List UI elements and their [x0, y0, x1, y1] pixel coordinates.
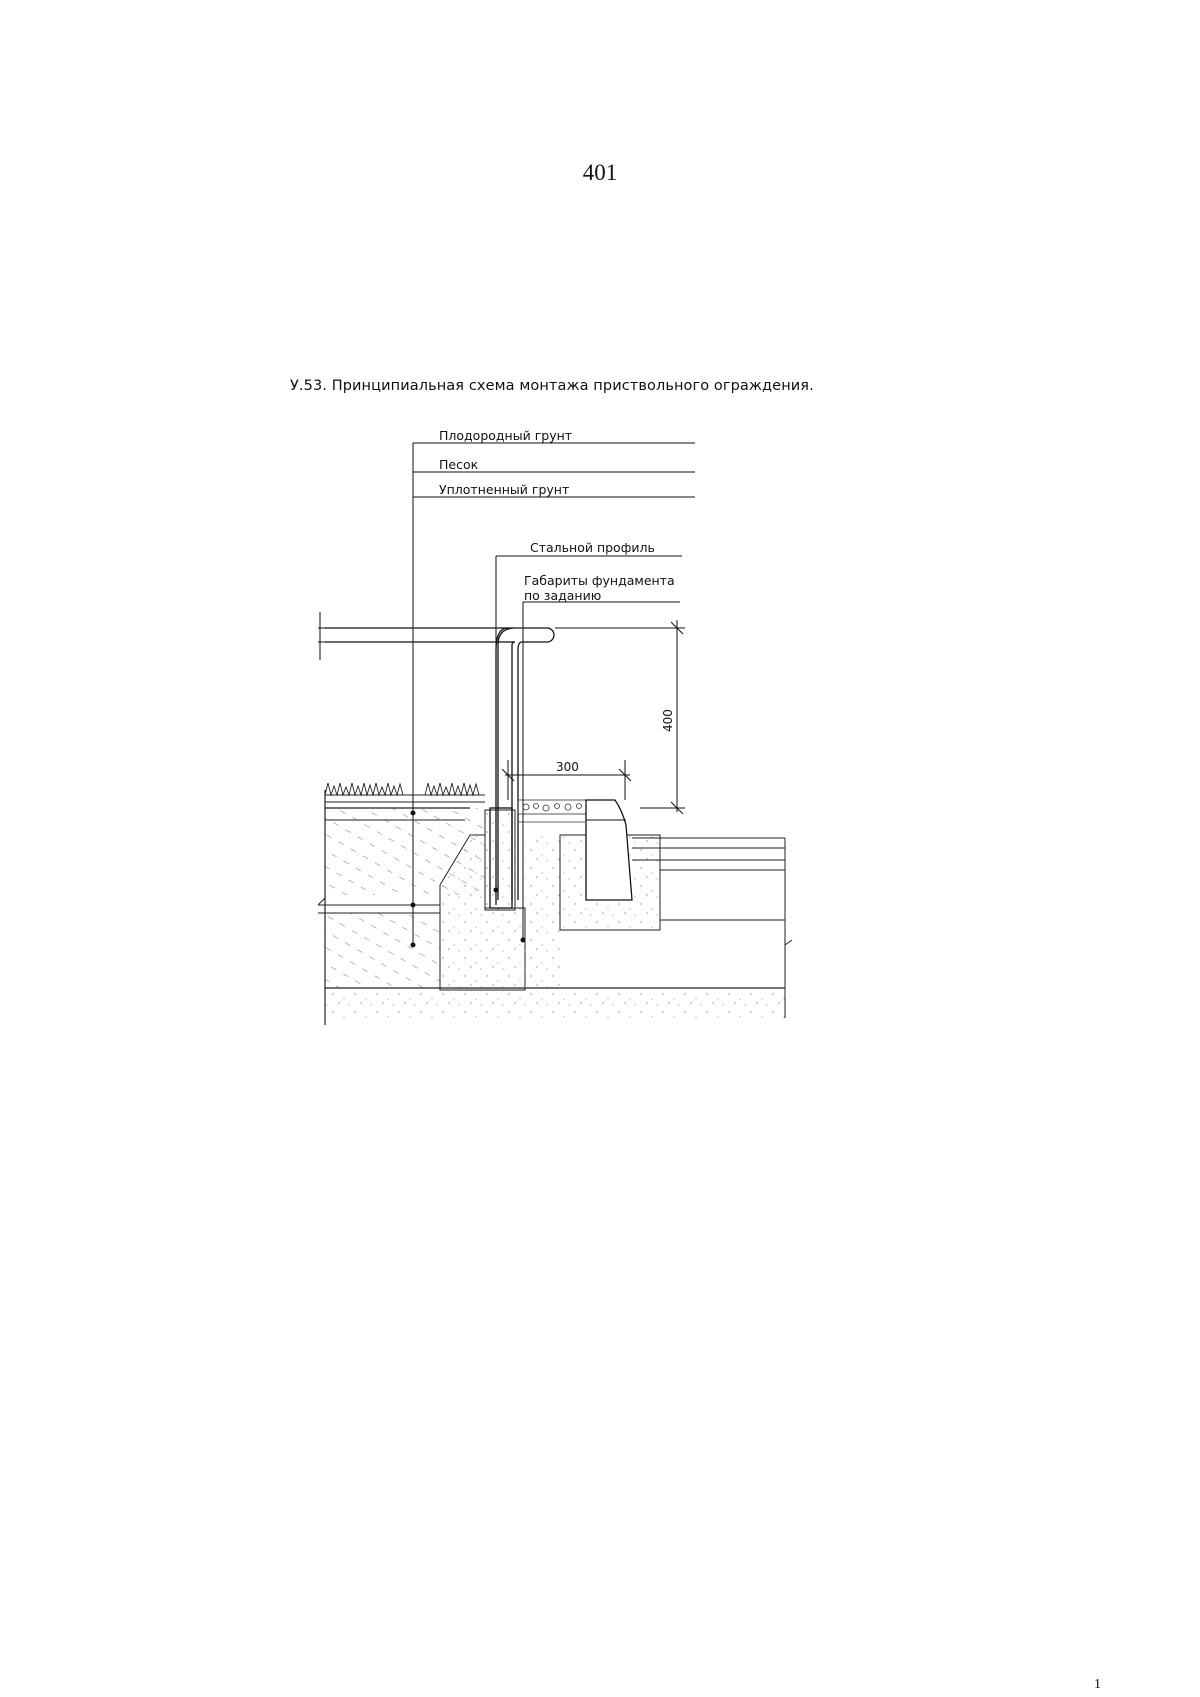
label-foundation-line1: Габариты фундамента	[524, 573, 675, 588]
label-foundation-line2: по заданию	[524, 588, 602, 603]
gravel	[518, 800, 586, 822]
figure-caption: У.53. Принципиальная схема монтажа приствольного ограждения.	[290, 378, 814, 394]
label-compacted-soil: Уплотненный грунт	[439, 482, 570, 497]
marker-dot	[411, 811, 416, 816]
label-steel-profile: Стальной профиль	[530, 540, 655, 555]
marker-dot	[521, 938, 526, 943]
marker-dot	[494, 888, 499, 893]
marker-dot	[411, 903, 416, 908]
marker-dot	[411, 943, 416, 948]
page-number: 401	[582, 160, 618, 185]
grass	[325, 783, 479, 795]
curb	[560, 800, 660, 930]
dimension-300-label: 300	[556, 760, 579, 774]
label-sand: Песок	[439, 457, 479, 472]
footer-mark: 1	[1094, 1677, 1101, 1692]
dimension-400-label: 400	[661, 709, 675, 732]
label-fertile-soil: Плодородный грунт	[439, 428, 573, 443]
